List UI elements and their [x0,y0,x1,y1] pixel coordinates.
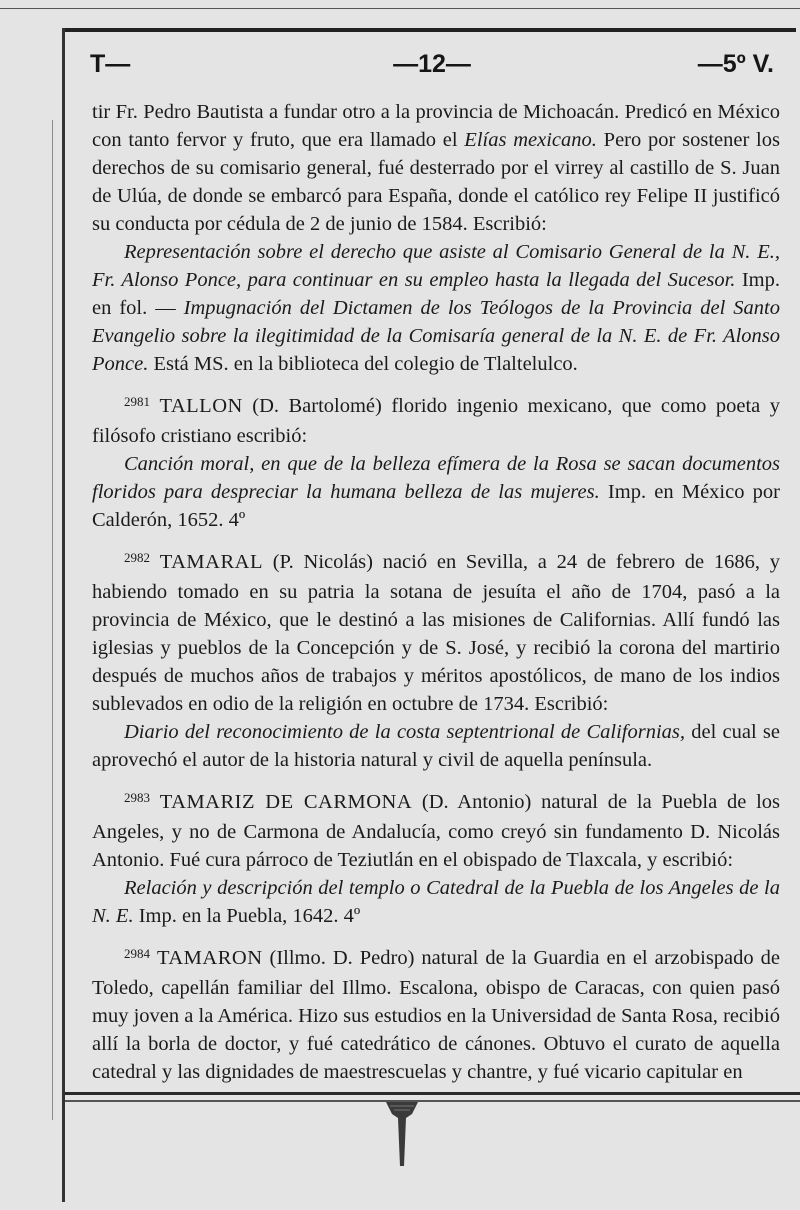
header-right: —5º V. [697,50,774,78]
header-left: T— [90,50,131,78]
entry-number: 2981 [124,394,150,409]
bottom-border-rule [62,1092,800,1095]
entry-2984: $^{2984}$ TAMARON (Illmo. D. Pedro) natural de la Guardia en el arzobispado de Toledo, capellán familiar del Illmo. Escalona, obispo de Caracas, con quien pasó muy joven a la América. Hizo sus estudios en la Universidad de Santa Rosa, recibió allí la borla de doctor, y fué catedrático de cánones. Obtuvo el curato de aquella catedral y las dignidades de maestrescuelas y chantre, y fué vicario capitular en [92,946,780,1083]
paragraph: Diario del reconocimiento de la costa septentrional de Californias, del cual se aprovechó el autor de la historia natural y civil de aquella península. [92,721,781,771]
left-border-rule [62,28,65,1094]
bottom-border-rule-thin [62,1100,800,1102]
paragraph: Canción moral, en que de la belleza efímera de la Rosa se sacan documentos floridos para despreciar la humana belleza de las mujeres. Imp. en México por Calderón, 1652. 4º [92,453,780,531]
entry-name: TALLON [159,395,243,417]
italic-title: Impugnación del Dictamen de los Teólogos de la Provincia del Santo Evangelio sobre la ilegitimidad de la Comisaría general de la N. E. de Fr. Alonso Ponce. [92,297,780,375]
entry-2982: $^{2982}$ TAMARAL (P. Nicolás) nació en Sevilla, a 24 de febrero de 1686, y habiendo tomado en su patria la sotana de jesuíta el año de 1704, pasó a la provincia de México, que le destinó a las misiones de Californias. Allí fundó las iglesias y pueblos de la Concepción y de S. José, y recibió la corona del martirio después de muchos años de trabajos y méritos apostólicos, de mano de los indios sublevados en odio de la religión en octubre de 1734. Escribió: [92,550,781,715]
italic-title: Relación y descripción del templo o Catedral de la Puebla de los Angeles de la N. E. [92,877,780,927]
entry-name: TAMARON [157,947,263,969]
paragraph: Relación y descripción del templo o Catedral de la Puebla de los Angeles de la N. E. Imp. en la Puebla, 1642. 4º [92,877,780,927]
top-border-rule [62,28,796,32]
body-text [92,98,780,1086]
paragraph: tir Fr. Pedro Bautista a fundar otro a la provincia de Michoacán. Predicó en México con tanto fervor y fruto, que era llamado el Elías mexicano. Pero por sostener los derechos de su comisario general, fué desterrado por el virrey al castillo de S. Juan de Ulúa, de donde se embarcó para España, donde el católico rey Felipe II justificó su conducta por cédula de 2 de junio de 1584. Escribió: [92,101,780,235]
page-number: —12— [393,50,471,78]
ornament-icon [384,1100,420,1170]
entry-number: 2982 [124,550,150,565]
italic-title: Diario del reconocimiento de la costa septentrional de Californias, [124,721,686,743]
running-header [90,50,774,90]
entry-number: 2983 [124,790,150,805]
entry-name: TAMARAL [159,551,263,573]
entry-2981: $^{2981}$ TALLON (D. Bartolomé) florido ingenio mexicano, que como poeta y filósofo cristiano escribió: [92,394,780,447]
left-border-rule-lower [62,1092,65,1202]
top-edge-line [0,8,800,9]
italic-title: Elías mexicano. [464,129,597,151]
entry-2983: $^{2983}$ TAMARIZ DE CARMONA (D. Antonio) natural de la Puebla de los Angeles, y no de Carmona de Andalucía, como creyó sin fundamento D. Nicolás Antonio. Fué cura párroco de Teziutlán en el obispado de Tlaxcala, y escribió: [92,790,781,871]
entry-number: 2984 [124,946,150,961]
left-margin-line [52,120,53,1120]
italic-title: Representación sobre el derecho que asiste al Comisario General de la N. E., Fr. Alonso Ponce, para continuar en su empleo hasta la llegada del Sucesor. [92,241,780,291]
italic-title: Canción moral, en que de la belleza efímera de la Rosa se sacan documentos floridos para despreciar la humana belleza de las mujeres. [92,453,780,503]
entry-name: TAMARIZ DE CARMONA [159,791,413,813]
paragraph: Representación sobre el derecho que asiste al Comisario General de la N. E., Fr. Alonso Ponce, para continuar en su empleo hasta la llegada del Sucesor. Imp. en fol. — Impugnación del Dictamen de los Teólogos de la Provincia del Santo Evangelio sobre la ilegitimidad de la Comisaría general de la N. E. de Fr. Alonso Ponce. Está MS. en la biblioteca del colegio de Tlaltelulco. [92,241,780,375]
